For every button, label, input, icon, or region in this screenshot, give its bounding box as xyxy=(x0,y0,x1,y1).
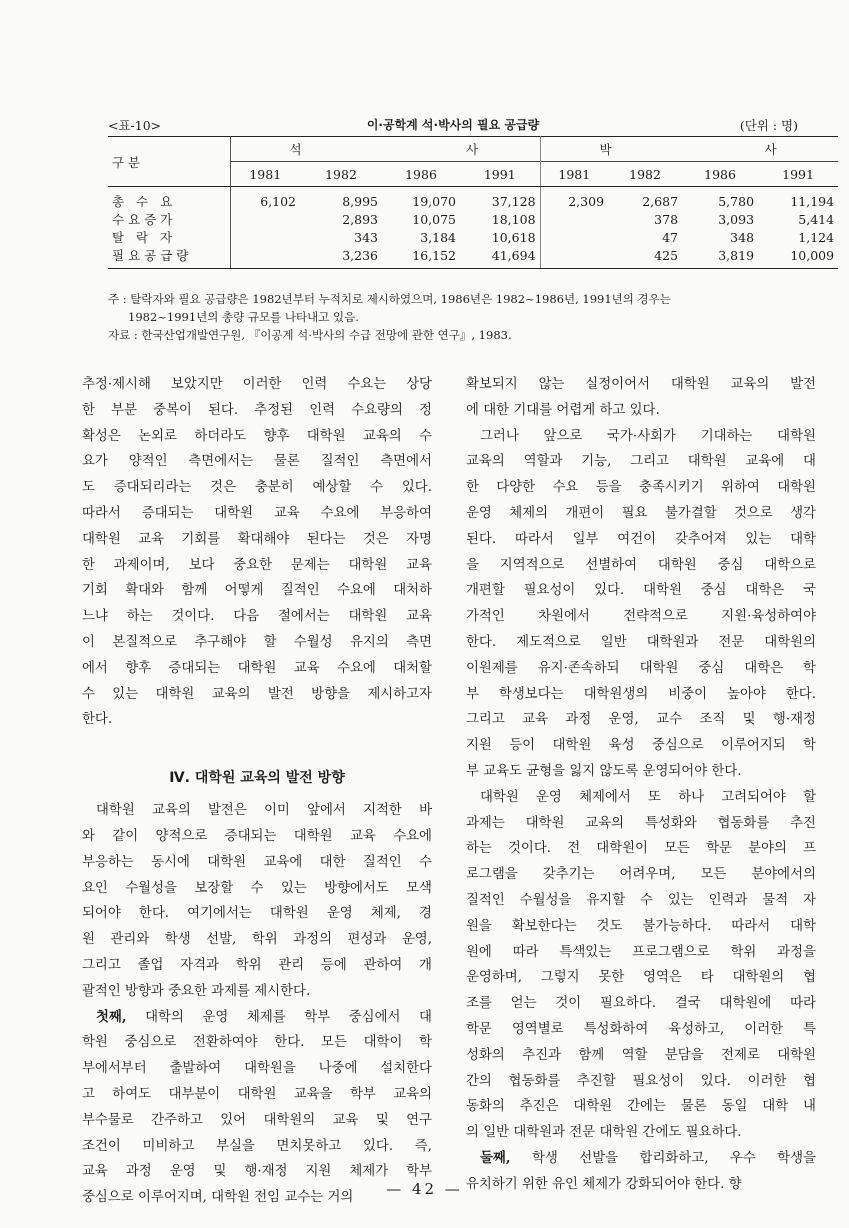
table-row xyxy=(108,228,838,246)
text-line: 대학원 교육 기회를 확대해야 된다는 것은 자명 xyxy=(82,531,432,547)
table-row xyxy=(108,210,838,228)
table-title: 이·공학계 석·박사의 필요 공급량 xyxy=(366,118,540,132)
text-line: 부응하는 동시에 대학원 교육에 대한 질적인 수 xyxy=(82,854,432,870)
text-line: 되어야 한다. 여기에서는 대학원 운영 체제, 경 xyxy=(82,906,432,922)
table-cell xyxy=(230,210,300,228)
text-line: 도 증대되리라는 것은 충분히 예상할 수 있다. xyxy=(82,480,432,496)
table-cell xyxy=(230,246,300,269)
page-number: — 42 — xyxy=(386,1180,463,1198)
text-line: 중심으로 이루어지며, 대학원 전임 교수는 거의 xyxy=(82,1190,354,1206)
text-line xyxy=(82,1005,432,1031)
table-row xyxy=(108,187,838,211)
note-line: 주 : 탈락자와 필요 공급량은 1982년부터 누적치로 제시하였으며, 1986년은 1982~1986년, 1991년의 경우는 xyxy=(108,292,671,306)
table-cell: 2,893 xyxy=(342,211,378,227)
text-line: 그리고 졸업 자격과 학위 관리 등에 관하여 개 xyxy=(82,957,432,973)
text-line: 한 다양한 수요 등을 충족시키기 위하여 대학원 xyxy=(466,480,816,496)
table-cell: 11,194 xyxy=(790,193,835,209)
text-line: 개편할 필요성이 있다. 대학원 중심 대학은 국 xyxy=(466,583,816,599)
text-line: 조건이 미비하고 부실을 면치못하고 있다. 즉, xyxy=(82,1138,432,1154)
text-line: 부 학생보다는 대학원생의 비중이 높아야 한다. xyxy=(466,686,816,702)
table-year-header: 1981 xyxy=(230,162,300,187)
enumeration-lead: 둘째, xyxy=(480,1149,511,1166)
text-line: 운영 체제의 개편이 필요 불가결할 것으로 생각 xyxy=(466,505,816,521)
table-year-header: 1991 xyxy=(460,162,540,187)
text-line: 따라서 증대되는 대학원 교육 수요에 부응하여 xyxy=(82,505,432,521)
text-line: 원을 확보한다는 것도 불가능하다. 따라서 대학 xyxy=(466,918,816,934)
text-line: 에서 향후 증대되는 대학원 교육 수요에 대처할 xyxy=(82,660,432,676)
text-line: 이 본질적으로 추구해야 할 수월성 유지의 측면 xyxy=(82,634,432,650)
text-run: 대학의 운영 체제를 학부 중심에서 대 xyxy=(126,1009,432,1025)
text-line: 에 대한 기대를 어렵게 하고 있다. xyxy=(466,402,660,418)
text-line: 유치하기 위한 유인 체제가 강화되어야 한다. 향 xyxy=(466,1176,742,1192)
text-line: 동화의 추진은 대학원 간에는 물론 동일 대학 내 xyxy=(466,1099,816,1115)
table-group-master: 석 사 xyxy=(230,137,540,162)
table-year-header: 1981 xyxy=(540,162,608,187)
text-line: 느냐 하는 것이다. 다음 절에서는 대학원 교육 xyxy=(82,609,432,625)
spacer xyxy=(82,733,432,758)
text-line: 가적인 차원에서 전략적으로 지원·육성하여야 xyxy=(466,609,816,625)
text-line: 과제는 대학원 교육의 특성화와 협동화를 추진 xyxy=(466,815,816,831)
table-cell: 6,102 xyxy=(260,193,296,209)
text-line: 대학원 교육의 발전은 이미 앞에서 지적한 바 xyxy=(96,803,432,819)
table-cell: 3,236 xyxy=(300,246,382,269)
table-cell: 2,687 xyxy=(642,193,679,209)
text-line: 한 부분 중복이 된다. 추정된 인력 수요량의 정 xyxy=(82,402,432,418)
table-year-header: 1982 xyxy=(608,162,682,187)
text-line: 지원 등이 대학원 육성 중심으로 이루어지되 학 xyxy=(466,738,816,754)
table-cell: 425 xyxy=(608,246,682,269)
table-cell: 10,009 xyxy=(758,246,838,269)
table-label: <표-10> xyxy=(108,118,162,133)
table-year-header: 1982 xyxy=(300,162,382,187)
table-notes xyxy=(108,290,828,344)
row-label: 필요공급량 xyxy=(108,246,230,269)
text-line: 괄적인 방향과 중요한 과제를 제시한다. xyxy=(82,983,311,999)
text-line: 학문 영역별로 특성화하여 육성하고, 이러한 특 xyxy=(466,1021,816,1037)
left-column xyxy=(82,372,432,1211)
table-cell: 3,093 xyxy=(718,211,755,227)
table-year-header: 1986 xyxy=(682,162,758,187)
text-line: 한다. 제도적으로 일반 대학원과 전문 대학원의 xyxy=(466,634,816,650)
table-cell: 10,075 xyxy=(412,211,456,227)
text-line: 요가 양적인 측면에서는 물론 질적인 측면에서 xyxy=(82,454,432,470)
text-line: 부수물로 간주하고 있어 대학원의 교육 및 연구 xyxy=(82,1112,432,1128)
text-line: 고 하여도 대부분이 대학원 교육을 학부 교육의 xyxy=(82,1086,432,1102)
table-header-category: 구 분 xyxy=(108,137,230,187)
table-cell: 5,414 xyxy=(798,211,835,227)
table-cell: 37,128 xyxy=(460,187,540,211)
text-line xyxy=(466,1146,816,1172)
table-year-header: 1991 xyxy=(758,162,838,187)
text-line: 원 관리와 학생 선발, 학위 과정의 편성과 운영, xyxy=(82,932,432,948)
text-line: 대학원 운영 체제에서 또 하나 고려되어야 할 xyxy=(480,789,816,805)
table-cell: 2,309 xyxy=(568,193,605,209)
text-line: 수 있는 대학원 교육의 발전 방향을 제시하고자 xyxy=(82,686,432,702)
table-cell: 41,694 xyxy=(460,246,540,269)
text-line: 을 지역적으로 선별하여 대학원 중심 대학으로 xyxy=(466,557,816,573)
text-line: 확성은 논외로 하더라도 향후 대학원 교육의 수 xyxy=(82,428,432,444)
table-unit: (단위 : 명) xyxy=(739,118,798,133)
text-line: 한다. xyxy=(82,712,113,728)
text-line: 부 교육도 균형을 잃지 않도록 운영되어야 한다. xyxy=(466,763,742,779)
table-year-header: 1986 xyxy=(382,162,460,187)
table-cell: 3,184 xyxy=(420,229,456,245)
text-line: 교육의 역할과 기능, 그리고 대학원 교육에 대 xyxy=(466,454,816,470)
table-header xyxy=(108,112,798,134)
table-cell: 348 xyxy=(730,229,755,245)
table-cell xyxy=(540,246,608,269)
table-cell: 1,124 xyxy=(798,229,835,245)
supply-table xyxy=(108,136,838,269)
table-row xyxy=(108,246,838,269)
text-line: 학원 중심으로 전환하여야 한다. 모든 대학이 학 xyxy=(82,1035,432,1051)
text-line: 부에서부터 출발하여 대학원을 나중에 설치한다 xyxy=(82,1061,432,1077)
text-line: 요인 수월성을 보장할 수 있는 방향에서도 모색 xyxy=(82,880,432,896)
source-line: 자료 : 한국산업개발연구원, 『이공계 석·박사의 수급 전망에 관한 연구』, 1983. xyxy=(108,328,512,342)
text-line: 이원제를 유지·존속하되 대학원 중심 대학은 학 xyxy=(466,660,816,676)
row-label: 수요증가 xyxy=(108,210,230,228)
note-line: 1982~1991년의 총량 규모를 나타내고 있음. xyxy=(128,310,359,324)
table-cell xyxy=(540,228,608,246)
right-column xyxy=(466,372,816,1198)
text-line: 간의 협동화를 추진할 필요성이 있다. 이러한 협 xyxy=(466,1073,816,1089)
text-line: 한 과제이며, 보다 중요한 문제는 대학원 교육 xyxy=(82,557,432,573)
text-line: 기회 확대와 함께 어떻게 질적인 수요에 대처하 xyxy=(82,583,432,599)
table-group-doctor: 박 사 xyxy=(540,137,838,162)
table-cell xyxy=(230,228,300,246)
text-line: 성화의 추진과 함께 역할 분담을 전제로 대학원 xyxy=(466,1047,816,1063)
text-line: 와 같이 양적으로 증대되는 대학원 교육 수요에 xyxy=(82,828,432,844)
table-cell: 47 xyxy=(662,229,679,245)
row-label: 총 수 요 xyxy=(108,187,230,211)
table-cell: 3,819 xyxy=(682,246,758,269)
text-line: 의 일반 대학원과 전문 대학원 간에도 필요하다. xyxy=(466,1125,742,1141)
table-cell: 5,780 xyxy=(718,193,755,209)
row-label: 탈 락 자 xyxy=(108,228,230,246)
text-line: 추정·제시해 보았지만 이러한 인력 수요는 상당 xyxy=(82,377,432,392)
table-cell: 19,070 xyxy=(412,193,456,209)
table-cell xyxy=(540,210,608,228)
section-heading: Ⅳ. 대학원 교육의 발전 방향 xyxy=(169,770,345,787)
table-cell: 18,108 xyxy=(460,210,540,228)
text-line: 교육 과정 운영 및 행·재정 지원 체제가 학부 xyxy=(82,1164,432,1180)
text-line: 운영하며, 그렇지 못한 영역은 타 대학원의 협 xyxy=(466,970,816,986)
table-cell: 378 xyxy=(654,211,679,227)
text-line: 확보되지 않는 실정이어서 대학원 교육의 발전 xyxy=(466,377,816,392)
text-run: 학생 선발을 합리화하고, 우수 학생을 xyxy=(510,1150,816,1166)
text-line: 질적인 수월성을 유지할 수 있는 인력과 물적 자 xyxy=(466,892,816,908)
text-line: 된다. 따라서 일부 여건이 갖추어져 있는 대학 xyxy=(466,531,816,547)
table-cell: 10,618 xyxy=(460,228,540,246)
text-line: 그리고 교육 과정 운영, 교수 조직 및 행·재정 xyxy=(466,712,816,728)
table-cell: 343 xyxy=(354,229,378,245)
text-line: 로그램을 갖추기는 어려우며, 모든 분야에서의 xyxy=(466,867,816,883)
table-cell: 8,995 xyxy=(342,193,378,209)
text-line: 하는 것이다. 전 대학원이 모든 학문 분야의 프 xyxy=(466,841,816,857)
enumeration-lead: 첫째, xyxy=(96,1008,127,1025)
text-line: 그러나 앞으로 국가·사회가 기대하는 대학원 xyxy=(480,428,816,444)
text-line: 원에 따라 특색있는 프로그램으로 학위 과정을 xyxy=(466,944,816,960)
table-cell: 16,152 xyxy=(382,246,460,269)
text-line: 조를 얻는 것이 필요하다. 결국 대학원에 따라 xyxy=(466,996,816,1012)
